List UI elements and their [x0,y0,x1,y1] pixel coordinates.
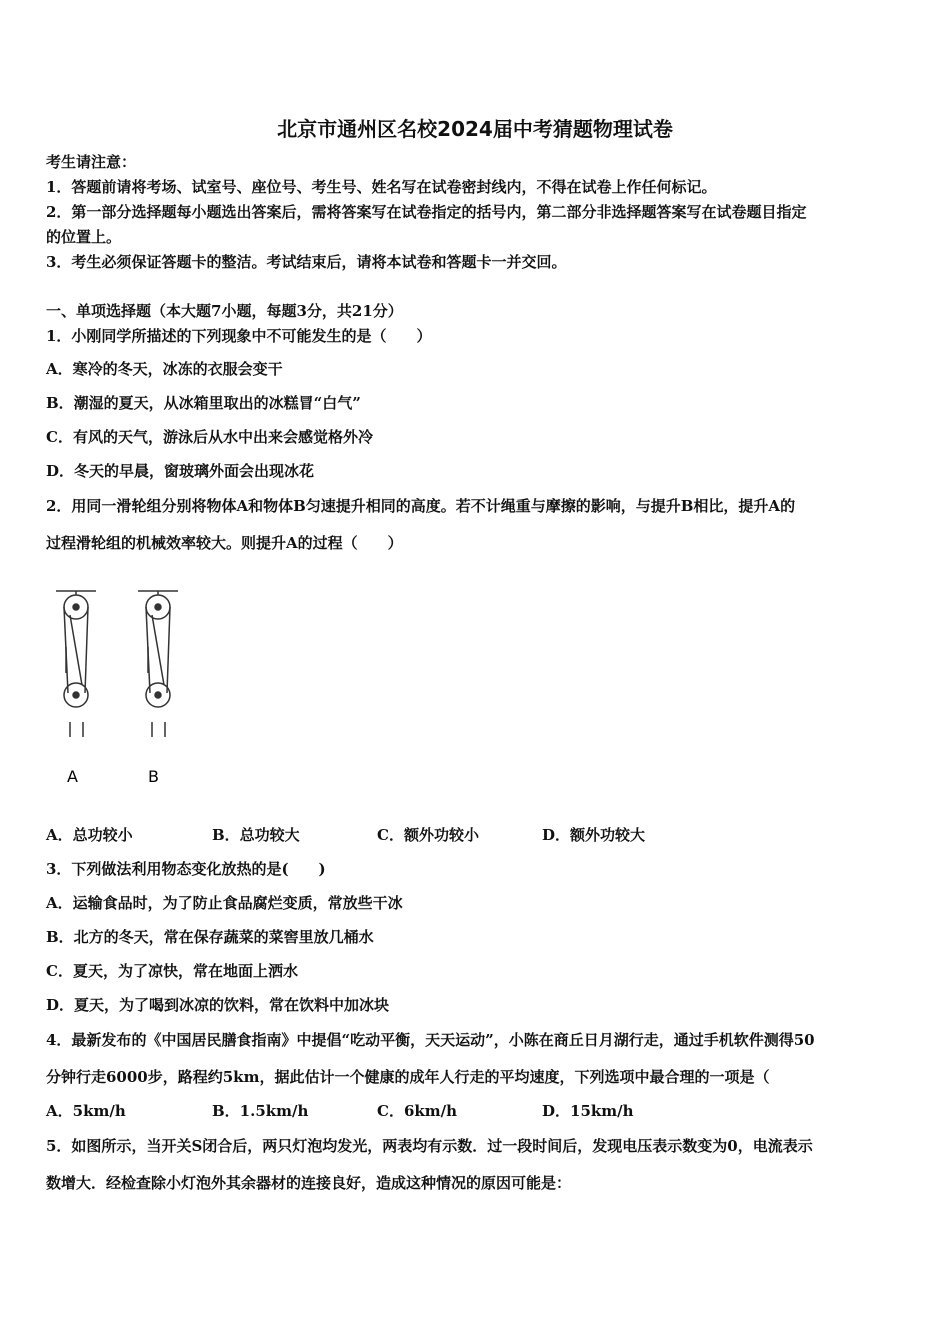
q3-option-b: B．北方的冬天，常在保存蔬菜的菜窖里放几桶水 [46,928,374,946]
q1-stem: 1．小刚同学所描述的下列现象中不可能发生的是（ ） [46,327,432,345]
q2-option-d: D．额外功较大 [542,826,646,844]
q2-option-a: A．总功较小 [46,826,133,844]
pulley-system-b [138,591,178,737]
q4-option-d: D．15km/h [542,1102,634,1120]
notice-item-3: 3．考生必须保证答题卡的整洁。考试结束后，请将本试卷和答题卡一并交回。 [46,253,567,271]
pulley-figure [40,585,200,795]
q1-option-d: D．冬天的早晨，窗玻璃外面会出现冰花 [46,462,315,480]
notice-item-1: 1．答题前请将考场、试室号、座位号、考生号、姓名写在试卷密封线内，不得在试卷上作任何标记。 [46,178,717,196]
q4-stem: 4．最新发布的《中国居民膳食指南》中提倡“吃动平衡，天天运动”，小陈在商丘日月湖行走，通过手机软件测得50 [46,1031,815,1049]
q1-option-a: A．寒冷的冬天，冰冻的衣服会变干 [46,360,283,378]
notice-item-2-cont: 的位置上。 [46,228,122,246]
figure-label-a: A [67,767,78,786]
q3-option-a: A．运输食品时，为了防止食品腐烂变质，常放些干冰 [46,894,403,912]
q4-stem-cont: 分钟行走6000步，路程约5km，据此估计一个健康的成年人行走的平均速度，下列选项中最合理的一项是（ [46,1068,770,1086]
q2-option-c: C．额外功较小 [377,826,479,844]
q5-stem-cont: 数增大．经检查除小灯泡外其余器材的连接良好，造成这种情况的原因可能是： [46,1174,572,1192]
q1-option-b: B．潮湿的夏天，从冰箱里取出的冰糕冒“白气” [46,394,361,412]
section-heading: 一、单项选择题（本大题7小题，每题3分，共21分） [46,302,403,320]
notice-item-2: 2．第一部分选择题每小题选出答案后，需将答案写在试卷指定的括号内，第二部分非选择题答案写在试卷题目指定 [46,203,807,221]
q4-option-c: C．6km/h [377,1102,458,1120]
figure-label-b: B [148,767,159,786]
q4-option-b: B．1.5km/h [212,1102,309,1120]
q2-stem-cont: 过程滑轮组的机械效率较大。则提升A的过程（ ） [46,534,403,552]
q1-option-c: C．有风的天气，游泳后从水中出来会感觉格外冷 [46,428,373,446]
q3-option-d: D．夏天，为了喝到冰凉的饮料，常在饮料中加冰块 [46,996,390,1014]
pulley-system-a [56,591,96,737]
q2-stem: 2．用同一滑轮组分别将物体A和物体B匀速提升相同的高度。若不计绳重与摩擦的影响，与提升B相比，提升A的 [46,497,796,515]
notice-heading: 考生请注意： [46,153,137,171]
page-title: 北京市通州区名校2024届中考猜题物理试卷 [277,117,673,141]
q4-option-a: A．5km/h [46,1102,126,1120]
q3-option-c: C．夏天，为了凉快，常在地面上洒水 [46,962,298,980]
q2-option-b: B．总功较大 [212,826,300,844]
q5-stem: 5．如图所示，当开关S闭合后，两只灯泡均发光，两表均有示数．过一段时间后，发现电压表示数变为0，电流表示 [46,1137,813,1155]
q3-stem: 3．下列做法利用物态变化放热的是( ) [46,860,326,878]
